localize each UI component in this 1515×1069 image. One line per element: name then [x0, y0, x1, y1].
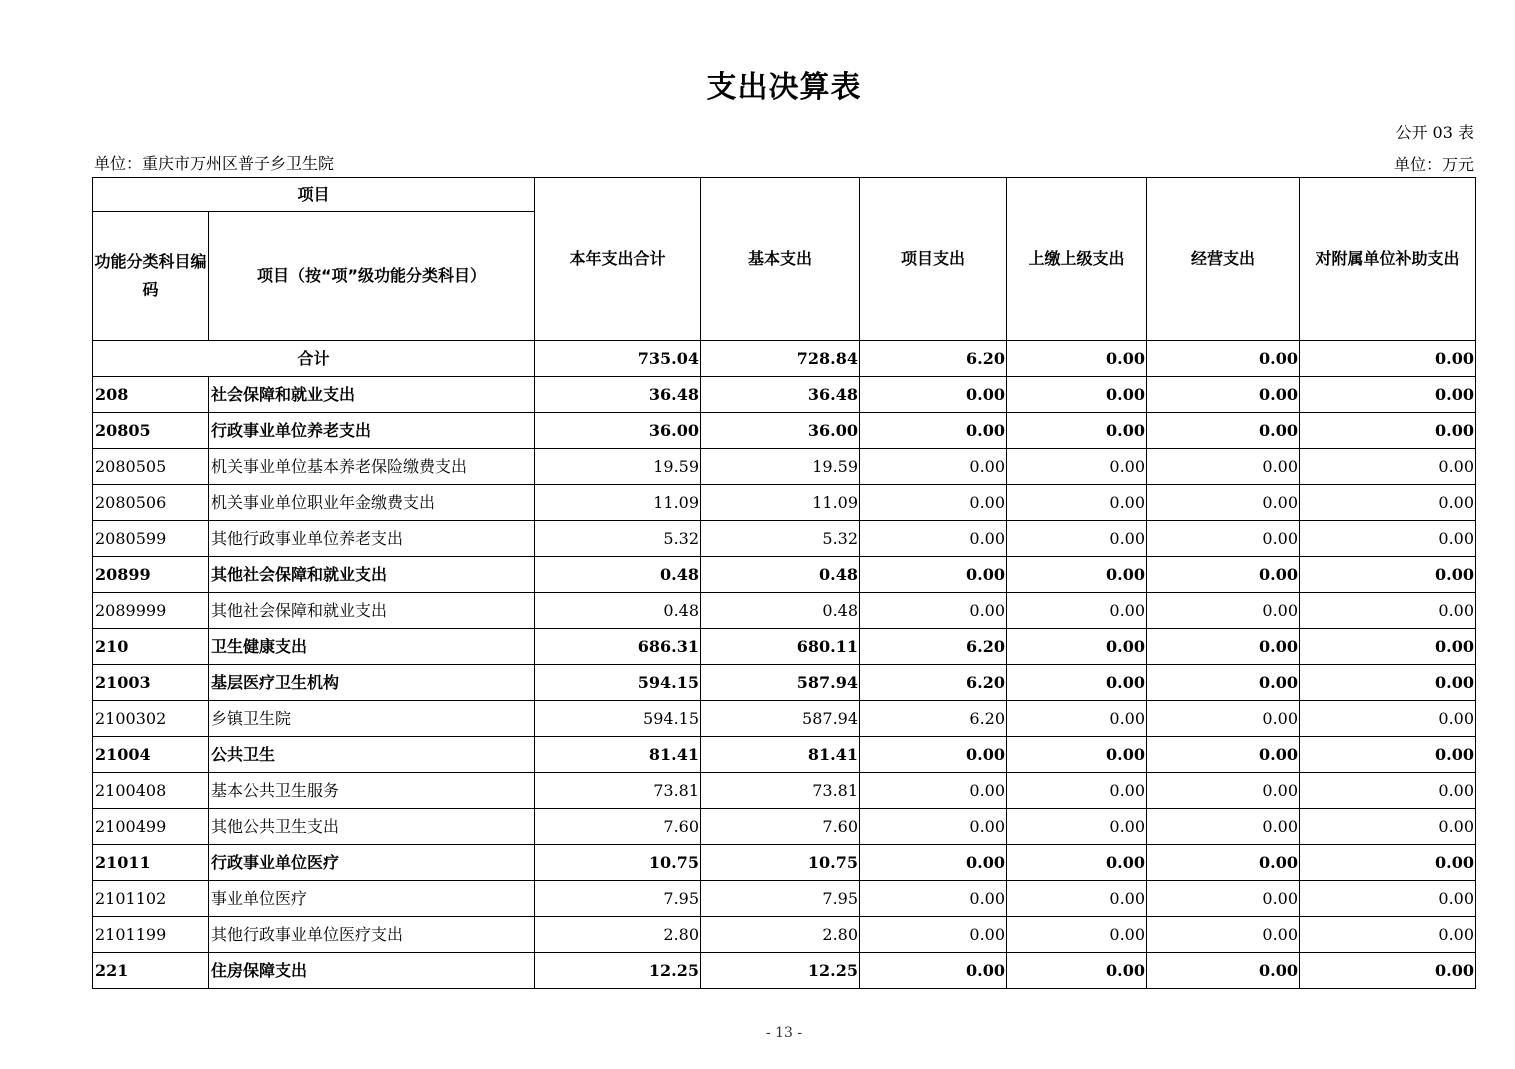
row-total: 36.00	[535, 413, 701, 449]
row-code: 2101102	[93, 881, 209, 917]
row-code: 2100302	[93, 701, 209, 737]
summary-project: 6.20	[860, 341, 1007, 377]
row-operating: 0.00	[1147, 737, 1300, 773]
row-basic: 0.48	[701, 593, 860, 629]
row-subsidy: 0.00	[1300, 485, 1476, 521]
row-project: 0.00	[860, 737, 1007, 773]
header-code: 功能分类科目编码	[93, 212, 209, 341]
table-row	[93, 845, 1476, 881]
table-row	[93, 413, 1476, 449]
header-operating: 经营支出	[1147, 178, 1300, 341]
row-project: 0.00	[860, 809, 1007, 845]
row-operating: 0.00	[1147, 521, 1300, 557]
row-code: 221	[93, 953, 209, 989]
header-item-group: 项目	[93, 178, 535, 212]
row-code: 21004	[93, 737, 209, 773]
row-project: 0.00	[860, 485, 1007, 521]
row-code: 2089999	[93, 593, 209, 629]
table-row	[93, 809, 1476, 845]
row-subsidy: 0.00	[1300, 845, 1476, 881]
row-subsidy: 0.00	[1300, 917, 1476, 953]
summary-upper: 0.00	[1007, 341, 1147, 377]
row-upper: 0.00	[1007, 845, 1147, 881]
row-code: 20899	[93, 557, 209, 593]
row-name: 卫生健康支出	[209, 629, 535, 665]
summary-operating: 0.00	[1147, 341, 1300, 377]
row-total: 7.60	[535, 809, 701, 845]
expenditure-table	[92, 177, 1476, 989]
row-name: 行政事业单位医疗	[209, 845, 535, 881]
row-name: 其他行政事业单位养老支出	[209, 521, 535, 557]
row-total: 5.32	[535, 521, 701, 557]
row-subsidy: 0.00	[1300, 593, 1476, 629]
table-row	[93, 773, 1476, 809]
table-row	[93, 737, 1476, 773]
page-title: 支出决算表	[706, 70, 862, 105]
row-code: 21003	[93, 665, 209, 701]
row-subsidy: 0.00	[1300, 413, 1476, 449]
row-upper: 0.00	[1007, 773, 1147, 809]
row-code: 20805	[93, 413, 209, 449]
row-upper: 0.00	[1007, 521, 1147, 557]
row-upper: 0.00	[1007, 665, 1147, 701]
row-operating: 0.00	[1147, 809, 1300, 845]
table-row	[93, 917, 1476, 953]
row-project: 0.00	[860, 377, 1007, 413]
row-project: 0.00	[860, 413, 1007, 449]
reporting-unit: 单位：重庆市万州区普子乡卫生院	[94, 154, 335, 173]
table-row	[93, 377, 1476, 413]
row-name: 社会保障和就业支出	[209, 377, 535, 413]
row-operating: 0.00	[1147, 377, 1300, 413]
row-total: 594.15	[535, 701, 701, 737]
row-project: 6.20	[860, 629, 1007, 665]
row-subsidy: 0.00	[1300, 377, 1476, 413]
row-name: 基本公共卫生服务	[209, 773, 535, 809]
table-row	[93, 701, 1476, 737]
row-upper: 0.00	[1007, 377, 1147, 413]
form-number: 公开 03 表	[1395, 123, 1474, 142]
table-row	[93, 521, 1476, 557]
row-project: 0.00	[860, 953, 1007, 989]
row-operating: 0.00	[1147, 593, 1300, 629]
row-code: 2100499	[93, 809, 209, 845]
page-number: - 13 -	[765, 1025, 803, 1041]
row-basic: 81.41	[701, 737, 860, 773]
row-basic: 587.94	[701, 701, 860, 737]
row-upper: 0.00	[1007, 881, 1147, 917]
row-basic: 7.95	[701, 881, 860, 917]
row-subsidy: 0.00	[1300, 701, 1476, 737]
row-code: 2080505	[93, 449, 209, 485]
row-total: 81.41	[535, 737, 701, 773]
row-total: 73.81	[535, 773, 701, 809]
row-operating: 0.00	[1147, 557, 1300, 593]
row-operating: 0.00	[1147, 629, 1300, 665]
header-total: 本年支出合计	[535, 178, 701, 341]
row-project: 0.00	[860, 917, 1007, 953]
row-total: 11.09	[535, 485, 701, 521]
table-row	[93, 449, 1476, 485]
row-subsidy: 0.00	[1300, 665, 1476, 701]
row-total: 36.48	[535, 377, 701, 413]
row-total: 594.15	[535, 665, 701, 701]
row-operating: 0.00	[1147, 881, 1300, 917]
header-upper: 上缴上级支出	[1007, 178, 1147, 341]
row-subsidy: 0.00	[1300, 521, 1476, 557]
header-project: 项目支出	[860, 178, 1007, 341]
row-upper: 0.00	[1007, 449, 1147, 485]
row-name: 其他社会保障和就业支出	[209, 557, 535, 593]
row-total: 7.95	[535, 881, 701, 917]
row-operating: 0.00	[1147, 665, 1300, 701]
row-upper: 0.00	[1007, 701, 1147, 737]
row-name: 公共卫生	[209, 737, 535, 773]
table-row	[93, 881, 1476, 917]
row-code: 2100408	[93, 773, 209, 809]
row-project: 0.00	[860, 557, 1007, 593]
row-upper: 0.00	[1007, 557, 1147, 593]
row-operating: 0.00	[1147, 917, 1300, 953]
currency-unit: 单位：万元	[1393, 155, 1474, 174]
table-row	[93, 593, 1476, 629]
summary-total: 735.04	[535, 341, 701, 377]
row-basic: 5.32	[701, 521, 860, 557]
row-basic: 10.75	[701, 845, 860, 881]
row-name: 乡镇卫生院	[209, 701, 535, 737]
header-subsidy: 对附属单位补助支出	[1300, 178, 1476, 341]
row-subsidy: 0.00	[1300, 557, 1476, 593]
row-subsidy: 0.00	[1300, 449, 1476, 485]
header-basic: 基本支出	[701, 178, 860, 341]
summary-label: 合计	[93, 341, 535, 377]
row-name: 住房保障支出	[209, 953, 535, 989]
row-code: 2080506	[93, 485, 209, 521]
row-total: 0.48	[535, 557, 701, 593]
row-total: 2.80	[535, 917, 701, 953]
row-project: 0.00	[860, 773, 1007, 809]
row-code: 210	[93, 629, 209, 665]
row-project: 0.00	[860, 845, 1007, 881]
row-total: 19.59	[535, 449, 701, 485]
row-code: 21011	[93, 845, 209, 881]
row-basic: 7.60	[701, 809, 860, 845]
row-basic: 587.94	[701, 665, 860, 701]
row-project: 0.00	[860, 521, 1007, 557]
row-name: 事业单位医疗	[209, 881, 535, 917]
row-subsidy: 0.00	[1300, 953, 1476, 989]
row-upper: 0.00	[1007, 629, 1147, 665]
row-project: 0.00	[860, 449, 1007, 485]
summary-subsidy: 0.00	[1300, 341, 1476, 377]
row-total: 10.75	[535, 845, 701, 881]
row-name: 基层医疗卫生机构	[209, 665, 535, 701]
row-basic: 0.48	[701, 557, 860, 593]
row-upper: 0.00	[1007, 485, 1147, 521]
row-project: 6.20	[860, 665, 1007, 701]
row-subsidy: 0.00	[1300, 809, 1476, 845]
row-operating: 0.00	[1147, 485, 1300, 521]
row-basic: 73.81	[701, 773, 860, 809]
row-project: 0.00	[860, 881, 1007, 917]
row-operating: 0.00	[1147, 773, 1300, 809]
row-upper: 0.00	[1007, 737, 1147, 773]
row-name: 其他社会保障和就业支出	[209, 593, 535, 629]
row-operating: 0.00	[1147, 953, 1300, 989]
row-upper: 0.00	[1007, 413, 1147, 449]
row-project: 0.00	[860, 593, 1007, 629]
row-total: 12.25	[535, 953, 701, 989]
row-upper: 0.00	[1007, 953, 1147, 989]
row-basic: 2.80	[701, 917, 860, 953]
row-code: 2080599	[93, 521, 209, 557]
row-code: 208	[93, 377, 209, 413]
row-subsidy: 0.00	[1300, 773, 1476, 809]
table-row	[93, 665, 1476, 701]
row-basic: 36.00	[701, 413, 860, 449]
row-subsidy: 0.00	[1300, 629, 1476, 665]
row-subsidy: 0.00	[1300, 881, 1476, 917]
row-upper: 0.00	[1007, 917, 1147, 953]
table-row	[93, 953, 1476, 989]
row-basic: 11.09	[701, 485, 860, 521]
row-name: 机关事业单位职业年金缴费支出	[209, 485, 535, 521]
row-code: 2101199	[93, 917, 209, 953]
row-operating: 0.00	[1147, 413, 1300, 449]
row-basic: 19.59	[701, 449, 860, 485]
row-total: 0.48	[535, 593, 701, 629]
header-row-1	[93, 178, 1476, 212]
row-name: 其他行政事业单位医疗支出	[209, 917, 535, 953]
summary-row	[93, 341, 1476, 377]
row-name: 其他公共卫生支出	[209, 809, 535, 845]
row-basic: 12.25	[701, 953, 860, 989]
summary-basic: 728.84	[701, 341, 860, 377]
row-project: 6.20	[860, 701, 1007, 737]
header-name: 项目（按“项”级功能分类科目）	[209, 212, 535, 341]
row-basic: 680.11	[701, 629, 860, 665]
row-upper: 0.00	[1007, 593, 1147, 629]
row-subsidy: 0.00	[1300, 737, 1476, 773]
row-operating: 0.00	[1147, 845, 1300, 881]
table-row	[93, 629, 1476, 665]
row-operating: 0.00	[1147, 701, 1300, 737]
row-name: 行政事业单位养老支出	[209, 413, 535, 449]
row-operating: 0.00	[1147, 449, 1300, 485]
table-row	[93, 557, 1476, 593]
row-basic: 36.48	[701, 377, 860, 413]
table-row	[93, 485, 1476, 521]
row-name: 机关事业单位基本养老保险缴费支出	[209, 449, 535, 485]
row-upper: 0.00	[1007, 809, 1147, 845]
row-total: 686.31	[535, 629, 701, 665]
